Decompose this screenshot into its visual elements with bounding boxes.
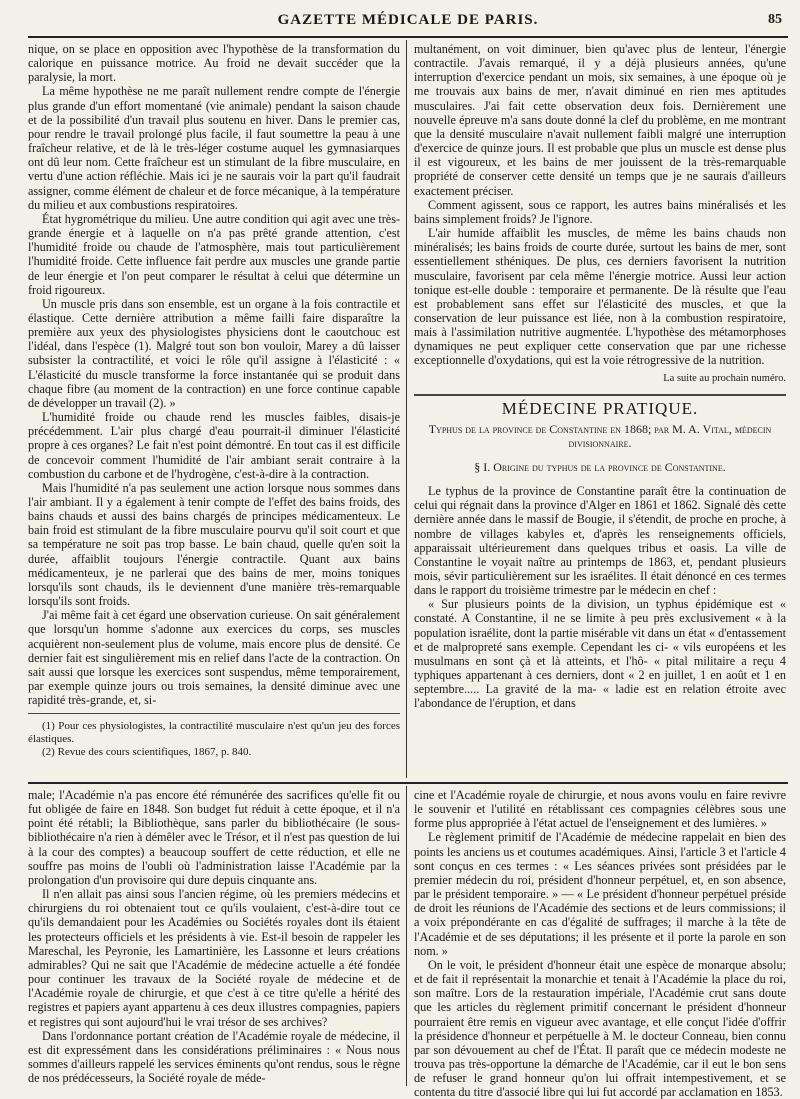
paragraph: On le voit, le président d'honneur était une espèce de monarque absolu; et de fait il représentait la monarchie et tenait à l'Académie la place du roi, son maître. Lors de la restauration impériale, l'Académie crut sans doute que les articles du règlement primitif concernant le président d'honneur pourraient être remis en vigueur avec avantage, et elle conçut l'idée d'offrir la présidence d'honneur et perpétuelle à M. le docteur Conneau, bien connu par son dévouement au chef de l'État. Il paraît que ce médecin modeste ne trouva pas très-opportune la démarche de l'Académie, car il eut le bon sens de refuser le grand honneur qu'on lui offrait intempestivement, et se contenta du titre d'associé libre qui lui fut accordé par acclamation en 1853. <box>414 957 786 1099</box>
article-subtitle: Typhus de la province de Constantine en 1868; par M. A. Vital, médecin divisionnaire. <box>428 421 772 450</box>
top-left-column <box>28 42 400 776</box>
paragraph: cine et l'Académie royale de chirurgie, et nous avons voulu en faire revivre le souvenir et l'utilité en rétablissant ces compagnies célèbres sous une forme plus appropriée à l'état actuel de l'enseignement et des lumières. » <box>414 788 786 831</box>
column-divider-top <box>406 40 407 778</box>
top-right-column <box>414 42 786 776</box>
paragraph: Il n'en allait pas ainsi sous l'ancien régime, où les premiers médecins et chirurgiens du roi obtenaient tout ce qu'ils voulaient, c'est-à-dire tout ce qu'ils demandaient pour les Académies ou Sociétés royales dont ils étaient les protecteurs officiels et les présidents à vie. Est-il besoin de rappeler les Mareschal, les Peyronie, les Lamartinière, les Lassonne et leurs créations admirables? Qui ne sait que l'Académie de médecine actuelle a été fondée pour continuer les travaux de la Société royale de médecine et de l'Académie royale de chirurgie, et que c'est à ce titre qu'elle a hérité des registres et papiers ayant appartenu à ces deux illustres compagnies, papiers et registres qui sont aujourd'hui le vrai trésor de ses archives? <box>28 887 400 1029</box>
paragraph: Dans l'ordonnance portant création de l'Académie royale de médecine, il est dit expressément dans les considérations préliminaires : « Nous nous sommes d'ailleurs rappelé les services éminents qu'ont rendus, sous le règne de nos prédécesseurs, la Société royale de méde- <box>28 1028 400 1086</box>
paragraph: État hygrométrique du milieu. Une autre condition qui agit avec une très-grande énergie et à laquelle on n'a pas prêté grande attention, c'est l'humidité froide ou chaude de l'atmosphère, mais tout particulièrement l'humidité froide. Cette influence fait perdre aux muscles une grande partie de leur énergie et l'on peut comparer le résultat à celui que détermine un froid rigoureux. <box>28 211 400 297</box>
journal-title: GAZETTE MÉDICALE DE PARIS. <box>277 12 539 28</box>
bottom-left-column <box>28 788 400 1086</box>
paragraph: L'humidité froide ou chaude rend les muscles faibles, disais-je précédemment. L'air plus chargé d'eau pourrait-il diminuer l'élasticité propre à ces organes? Le fait n'est point démontré. En tout cas il est difficile de concevoir comment l'humidité de l'air ambiant serait contraire à la combustion du carbone et de l'hydrogène, c'est-à-dire à la contraction. <box>28 410 400 481</box>
paragraph: male; l'Académie n'a pas encore été rémunérée des sacrifices qu'elle fit ou fut obligée de faire en 1848. Son budget fut réduit à cette époque, et il n'a point été rétabli; la Bibliothèque, sans parler du bibliothécaire (le sous-bibliothécaire n'a rien à démêler avec le Trésor, et il n'est pas question de lui à la cour des comptes) a beaucoup souffert de cette réduction, et elle ne souffre pas moins de l'oubli où l'administration laisse l'Académie par la prolongation d'un provisoire qui dure depuis cinquante ans. <box>28 788 400 887</box>
paragraph: Comment agissent, sous ce rapport, les autres bains minéralisés et les bains simplement froids? Je l'ignore. <box>414 197 786 226</box>
paragraph: Mais l'humidité n'a pas seulement une action lorsque nous sommes dans l'air ambiant. Il y a également à tenir compte de l'effet des bains froids, des bains chauds et aussi des bains chargés de principes médicamenteux. Le bain froid est stimulant de la fibre musculaire pourvu qu'il soit court et que sa température ne soit pas trop basse. Le bain chaud, quelle qu'en soit la durée, affaiblit toujours l'énergie contractile. Quant aux bains médicamenteux, je ne parlerai que des bains de mer, moins toniques lorsqu'ils sont chauds, ils le deviennent d'une manière très-remarquable lorsqu'ils sont froids. <box>28 480 400 609</box>
paragraph: nique, on se place en opposition avec l'hypothèse de la transformation du calorique en puissance motrice. Au froid ne devait succéder que la paralysie, la mort. <box>28 42 400 85</box>
column-divider-bottom <box>406 786 407 1086</box>
footnote-rule <box>28 713 400 714</box>
footnote: (1) Pour ces physiologistes, la contractilité musculaire n'est qu'un jeu des forces élastiques. <box>28 720 400 746</box>
paragraph: L'air humide affaiblit les muscles, de même les bains chauds non minéralisés; les bains froids de courte durée, surtout les bains de mer, sont essentiellement sthéniques. De plus, ces derniers favorisent la nutrition musculaire, favorisent par cela même l'énergie motrice. Aussi leur action tonique est-elle double : temporaire et permanente. De là résulte que l'eau est probablement sans effet sur l'élasticité des muscles, et que la conservation de leur puissance est liée, non à la combustion respiratoire, mais à l'assimilation nutritive augmentée. L'hypothèse des métamorphoses dynamiques ne peut expliquer cette conservation que par une richesse exceptionnelle d'oxydations, qui est la voie rétrogressive de la nutrition. <box>414 226 786 368</box>
section-divider <box>28 782 788 784</box>
article-title: MÉDECINE PRATIQUE. <box>501 398 699 418</box>
paragraph: Un muscle pris dans son ensemble, est un organe à la fois contractile et élastique. Cette dernière attribution a même failli faire disparaître la première aux yeux des physiologistes physiciens dont le caoutchouc est l'idéal, dans l'espèce (1). Malgré tout son bon vouloir, Marey a dû laisser subsister la contractilité, et voici le rôle qu'il assigne à l'élasticité : « L'élasticité du muscle transforme la force instantanée qui se produit dans chaque fibre (au moment de la contraction) en une force continue capable de développer un travail (2). » <box>28 296 400 410</box>
continued-note: La suite au prochain numéro. <box>663 372 786 384</box>
paragraph: Le typhus de la province de Constantine paraît être la continuation de celui qui régnait dans la province d'Alger en 1861 et 1862. Signalé dès cette dernière année dans le massif de Bougie, il s'étendit, de proche en proche, à nombre de villages kabyles et, d'après les renseignements officiels, apparaissait ultérieurement dans quelques tribus et oasis. La ville de Constantine le voyait naître au printemps de 1863, et, pendant plusieurs mois, sévir particulièrement sur les israélites. Il était dénoncé en ces termes dans le rapport du troisième trimestre par le médecin en chef : <box>414 484 786 598</box>
paragraph: multanément, on voit diminuer, bien qu'avec plus de lenteur, l'énergie contractile. J'avais remarqué, il y a déjà plusieurs années, qu'une interruption d'exercice pendant un mois, six semaines, à une époque où je me trouvais aux bains de mer, n'avait diminué en rien mes aptitudes musculaires. J'ai fait cette observation deux fois. Dernièrement une nouvelle épreuve m'a sans doute donné la clef du problème, en me montrant que la densité musculaire n'avait nullement faibli malgré une interruption d'exercice de quinze jours. Il est probable que plus un muscle est dense plus il est vigoureux, et les bains de mer jouissent de la très-remarquable propriété de conserver cette densité un temps que je ne saurais d'ailleurs exactement préciser. <box>414 42 786 198</box>
quote-paragraph: « Sur plusieurs points de la division, un typhus épidémique est « constaté. A Constantine, il ne se limite à peu près exclusivement « à la population israélite, dont la partie misérable vit dans un état « d'entassement et de malpropreté sans exemple. Cependant les ci- « vils européens et les musulmans en sont çà et là atteints, et l'hô- « pital militaire a reçu 4 typhiques appartenant à ces derniers, dont « 2 en juillet, 1 en août et 1 en septembre..... La gravité de la ma- « ladie est en relation étroite avec l'abondance de l'éruption, et dans <box>414 597 786 711</box>
page-number: 85 <box>768 12 782 27</box>
paragraph: La même hypothèse ne me paraît nullement rendre compte de l'énergie plus grande d'un effort momentané (vie animale) pendant la saison chaude et de la possibilité d'un travail plus soutenu en hiver. Dans le premier cas, pour rendre le travail prolongé plus facile, il faut soumettre la peau à une fraîcheur relative, et de là le très-léger costume auquel les gymnasiarques ont dû leur nom. Cette fraîcheur est un stimulant de la fibre musculaire, en vertu d'une action réfléchie. Mais ici je ne saurais voir la part qu'il faudrait assigner, comme élément de chaleur et de force mécanique, à la température du milieu et aux combustions respiratoires. <box>28 84 400 212</box>
bottom-right-column <box>414 788 786 1099</box>
page-header <box>28 12 788 34</box>
footnote: (2) Revue des cours scientifiques, 1867, p. 840. <box>42 746 252 759</box>
header-rule <box>28 36 788 38</box>
paragraph: J'ai même fait à cet égard une observation curieuse. On sait généralement que lorsqu'un homme s'adonne aux exercices du corps, ses muscles acquièrent non-seulement plus de volume, mais encore plus de densité. Ce dernier fait est singulièrement mis en relief dans l'acte de la contraction. On sait aussi que lorsque les exercices sont suspendus, même temporairement, par exemple quinze jours ou trois semaines, la densité diminue avec une rapidité très-grande, et, si- <box>28 608 400 708</box>
paragraph: Le règlement primitif de l'Académie de médecine rappelait en bien des points les anciens us et coutumes académiques. Ainsi, l'article 3 et l'article 4 sont conçus en ces termes : « Les séances privées sont présidées par le premier médecin du roi, président d'honneur perpétuel, et, en son absence, par le président temporaire. » — « Le président d'honneur perpétuel préside de droit les réunions de l'Académie des sections et de leurs commissions; il a voix prépondérante en cas d'égalité de suffrages; il marche à la tête de l'Académie et de ses députations; il les présente et il porte la parole en son nom. » <box>414 830 786 958</box>
article-rule <box>414 394 786 396</box>
section-heading: § I. Origine du typhus de la province de Constantine. <box>474 459 726 474</box>
